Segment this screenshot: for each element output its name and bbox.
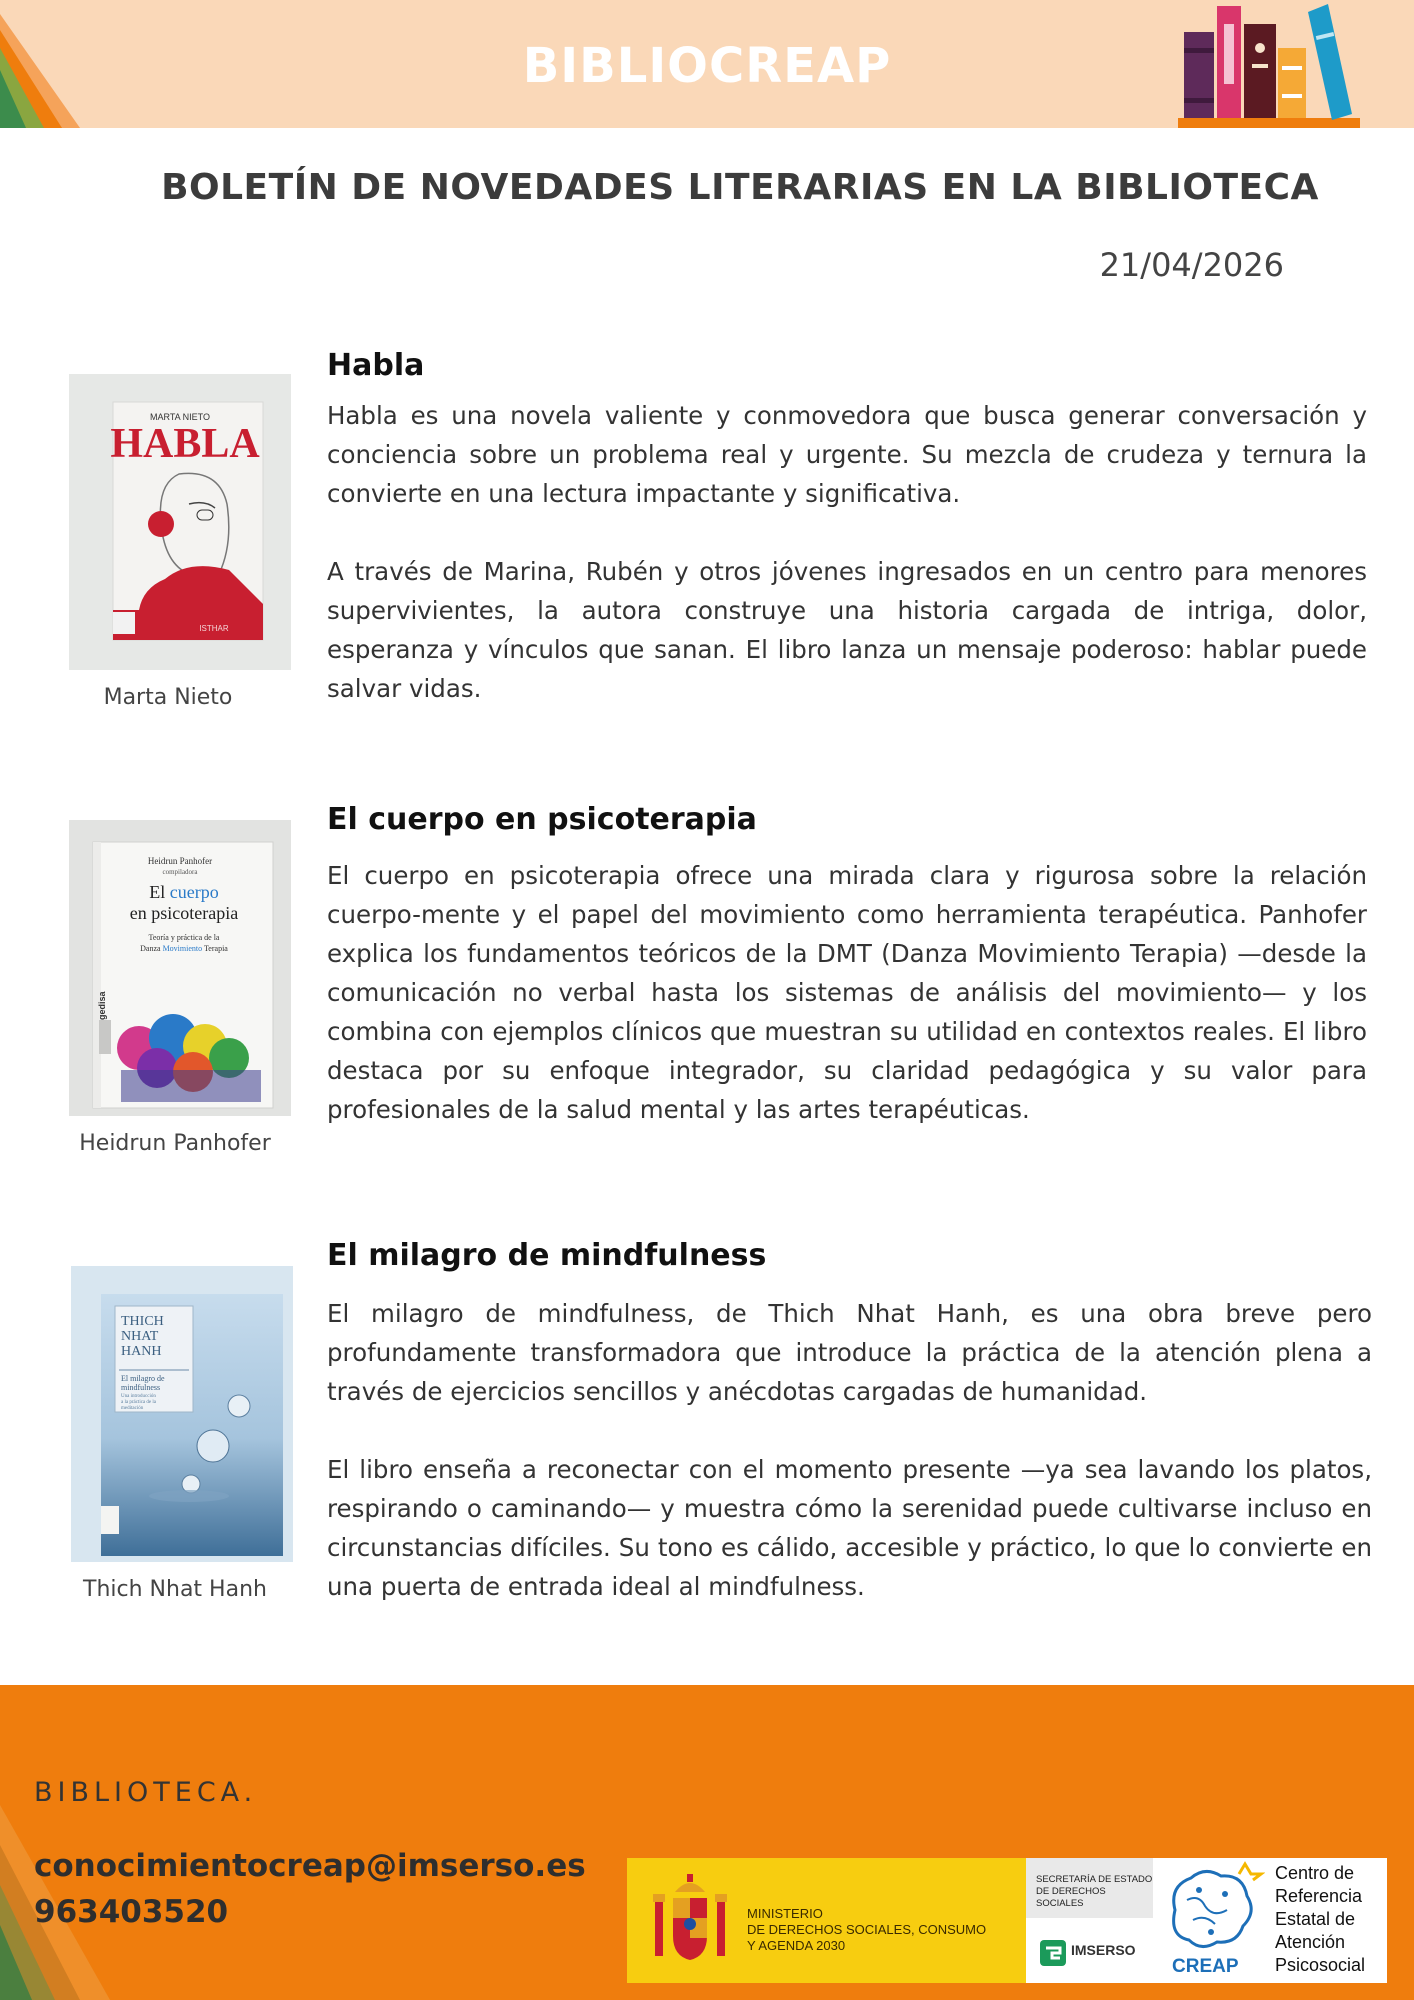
cover-subtitle-line: Una introducción — [121, 1394, 156, 1399]
secretaria-band — [1026, 1858, 1153, 1918]
header-banner — [0, 0, 1414, 128]
ministry-name-line: MINISTERIO — [747, 1906, 823, 1921]
cover-author-name-line: THICH — [121, 1314, 164, 1329]
secretaria-name — [1036, 1874, 1153, 1910]
cover-subtitle-part: Danza — [140, 944, 163, 953]
cover-title-line: El milagro de — [121, 1374, 165, 1383]
footer-corner-decoration — [0, 1685, 140, 2000]
cover-title-part: en psicoterapia — [129, 903, 239, 923]
book-cover-el-milagro-art — [71, 1266, 293, 1562]
site-title: BIBLIOCREAP — [522, 38, 892, 94]
bulletin-date: 21/04/2026 — [1099, 246, 1284, 284]
imserso-logo — [1026, 1858, 1153, 1983]
cover-title — [121, 1374, 165, 1392]
imserso-icon — [1038, 1938, 1068, 1968]
ministry-name-line: DE DERECHOS SOCIALES, CONSUMO — [747, 1922, 987, 1937]
creap-brain-icon — [1155, 1860, 1265, 1960]
footer — [0, 1685, 1414, 2000]
cover-author-line: MARTA NIETO — [149, 412, 210, 422]
book-author: Marta Nieto — [103, 685, 233, 710]
book-description — [327, 1294, 1372, 1606]
imserso-name: IMSERSO — [1071, 1942, 1136, 1958]
book-author: Thich Nhat Hanh — [83, 1577, 267, 1602]
book-cover-el-cuerpo — [69, 820, 291, 1116]
cover-subtitle-part: Terapia — [202, 944, 228, 953]
book-description-paragraph: El milagro de mindfulness, de Thich Nhat Hanh, es una obra breve pero profundamente transformadora que introduce la práctica de la atención plena a través de ejercicios sencillos y anécdotas cargadas de humanidad. — [327, 1299, 1372, 1406]
ministry-name-line: Y AGENDA 2030 — [747, 1938, 846, 1953]
creap-full-name-line: Centro de — [1275, 1863, 1355, 1883]
cover-publisher: gedisa — [97, 991, 107, 1020]
book-description-paragraph: El libro enseña a reconectar con el momento presente —ya sea lavando los platos, respirando o caminando— y muestra cómo la serenidad puede cultivarse incluso en circunstancias difíciles. Su tono es cálido, accesible y práctico, lo que lo convierte en una puerta de entrada ideal al mindfulness. — [327, 1455, 1372, 1601]
ministry-name — [747, 1906, 986, 1954]
cover-title: HABLA — [110, 421, 260, 467]
cover-subtitle — [121, 1394, 156, 1412]
cover-subtitle — [69, 932, 291, 954]
cover-subtitle-line: meditación — [121, 1406, 144, 1411]
creap-full-name-line: Psicosocial — [1275, 1955, 1366, 1975]
book-title: El cuerpo en psicoterapia — [327, 802, 757, 837]
creap-name: CREAP — [1172, 1956, 1239, 1977]
cover-subtitle-part: Teoría y práctica de la — [148, 933, 220, 942]
books-icon — [1178, 4, 1364, 128]
book-cover-el-milagro — [71, 1266, 293, 1562]
cover-publisher: ISTHAR — [199, 624, 229, 633]
book-cover-habla — [69, 374, 291, 670]
institutional-logos — [627, 1858, 1387, 1983]
footer-phone: 963403520 — [34, 1894, 229, 1930]
creap-full-name — [1275, 1862, 1365, 1977]
ministry-logo — [627, 1858, 1026, 1983]
book-description-paragraph: Habla es una novela valiente y conmovedora que busca generar conversación y conciencia sobre un problema real y urgente. Su mezcla de crudeza y ternura la convierte en una lectura impactante y significativa. — [327, 401, 1367, 508]
cover-subtitle-line: a la práctica de la — [121, 1400, 156, 1405]
book-author: Heidrun Panhofer — [79, 1131, 271, 1156]
cover-title-line: mindfulness — [121, 1383, 161, 1392]
cover-author-line: Heidrun Panhofer — [147, 856, 213, 866]
spain-coat-of-arms-icon — [645, 1870, 735, 1970]
footer-library-label: BIBLIOTECA. — [34, 1777, 258, 1808]
cover-author-name — [121, 1314, 164, 1359]
book-title: El milagro de mindfulness — [327, 1238, 767, 1273]
secretaria-name-line: SECRETARÍA DE ESTADO — [1036, 1874, 1153, 1885]
creap-full-name-line: Estatal de — [1275, 1909, 1356, 1929]
cover-title — [69, 882, 291, 924]
cover-title-part: El — [149, 882, 170, 902]
creap-full-name-line: Atención — [1275, 1932, 1346, 1952]
cover-subtitle-highlight: Movimiento — [162, 944, 203, 953]
creap-full-name-line: Referencia — [1275, 1886, 1363, 1906]
bulletin-heading: BOLETÍN DE NOVEDADES LITERARIAS EN LA BIBLIOTECA — [161, 167, 1319, 208]
book-description — [327, 856, 1367, 1129]
cover-title-highlight: cuerpo — [169, 882, 219, 902]
book-description-paragraph: El cuerpo en psicoterapia ofrece una mirada clara y rigurosa sobre la relación cuerpo-mente y el papel del movimiento como herramienta terapéutica. Panhofer explica los fundamentos teóricos de la DMT (Danza Movimiento Terapia) —desde la comunicación no verbal hasta los sistemas de análisis del movimiento— y los combina con ejemplos clínicos que muestran su utilidad en contextos reales. El libro destaca por su enfoque integrador, su claridad pedagógica y su valor para profesionales de la salud mental y las artes terapéuticas. — [327, 861, 1367, 1124]
cover-author-name-line: HANH — [121, 1344, 162, 1359]
book-description — [327, 396, 1367, 708]
cover-author-name-line: NHAT — [121, 1329, 159, 1344]
cover-author-sub: compiladora — [162, 868, 198, 876]
secretaria-name-line: DE DERECHOS SOCIALES — [1036, 1886, 1106, 1909]
book-title: Habla — [327, 348, 425, 383]
book-description-paragraph: A través de Marina, Rubén y otros jóvenes ingresados en un centro para menores supervivientes, la autora construye una historia cargada de intriga, dolor, esperanza y vínculos que sanan. El libro lanza un mensaje poderoso: hablar puede salvar vidas. — [327, 557, 1367, 703]
footer-email-link[interactable]: conocimientocreap@imserso.es — [34, 1848, 586, 1884]
